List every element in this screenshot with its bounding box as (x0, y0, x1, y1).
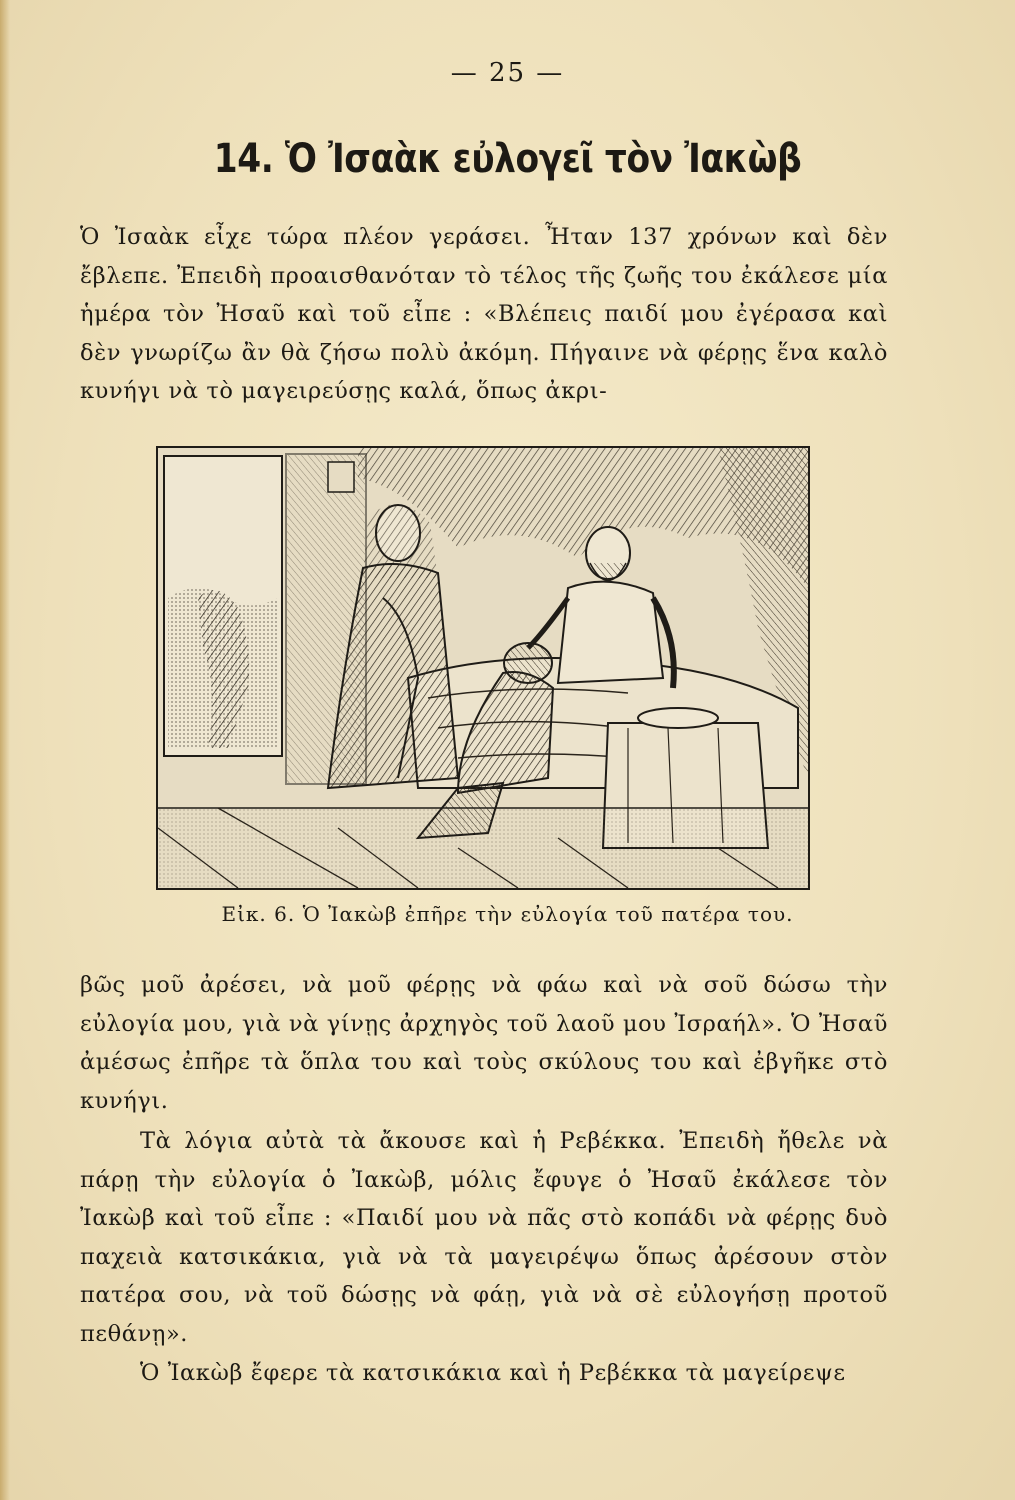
paragraph-3-text: Τὰ λόγια αὐτὰ τὰ ἄκουσε καὶ ἡ Ρεβέκκα. Ἐπειδὴ ἤθελε νὰ πάρῃ τὴν εὐλογία ὁ Ἰακὼβ, μόλις ἔφυγε ὁ Ἠσαῦ ἐκάλεσε τὸν Ἰακὼβ καὶ τοῦ εἶπε : «Παιδί μου νὰ πᾶς στὸ κοπάδι νὰ φέρῃς δυὸ παχειὰ κατσικάκια, γιὰ νὰ τὰ μαγειρέψω ὅπως ἀρέσουν στὸν πατέρα σου, νὰ τοῦ δώσῃς νὰ φάῃ, γιὰ νὰ σὲ εὐλογήσῃ προτοῦ πεθάνῃ». (80, 1128, 888, 1347)
illustration (156, 446, 810, 890)
paragraph-2: βῶς μοῦ ἀρέσει, νὰ μοῦ φέρῃς νὰ φάω καὶ νὰ σοῦ δώσω τὴν εὐλογία μου, γιὰ νὰ γίνῃς ἀρχηγὸς τοῦ λαοῦ μου Ἰσραήλ». Ὁ Ἠσαῦ ἀμέσως ἐπῆρε τὰ ὅπλα του καὶ τοὺς σκύλους του καὶ ἐβγῆκε στὸ κυνήγι. (80, 972, 888, 1114)
paragraph-4 (80, 1354, 888, 1393)
figure-caption: Εἰκ. 6. Ὁ Ἰακὼβ ἐπῆρε τὴν εὐλογία τοῦ πατέρα του. (221, 902, 794, 926)
chapter-title: 14. Ὁ Ἰσαὰκ εὐλογεῖ τὸν Ἰακὼβ (213, 136, 802, 182)
page-number: — 25 — (450, 58, 565, 88)
page-edge-shadow (0, 0, 10, 1500)
paragraph-1: Ὁ Ἰσαὰκ εἶχε τώρα πλέον γεράσει. Ἦταν 137 χρόνων καὶ δὲν ἔβλεπε. Ἐπειδὴ προαισθανόταν τὸ τέλος τῆς ζωῆς του ἐκάλεσε μία ἡμέρα τὸν Ἠσαῦ καὶ τοῦ εἶπε : «Βλέπεις παιδί μου ἐγέρασα καὶ δὲν γνωρίζω ἂν θὰ ζήσω πολὺ ἀκόμη. Πήγαινε νὰ φέρῃς ἕνα καλὸ κυνήγι νὰ τὸ μαγειρεύσῃς καλά, ὅπως ἀκρι- (80, 224, 888, 404)
paragraph-3 (80, 1122, 888, 1353)
paragraph-4-text: Ὁ Ἰακὼβ ἔφερε τὰ κατσικάκια καὶ ἡ Ρεβέκκα τὰ μαγείρεψε (140, 1360, 846, 1386)
illustration-engraving (158, 448, 808, 888)
